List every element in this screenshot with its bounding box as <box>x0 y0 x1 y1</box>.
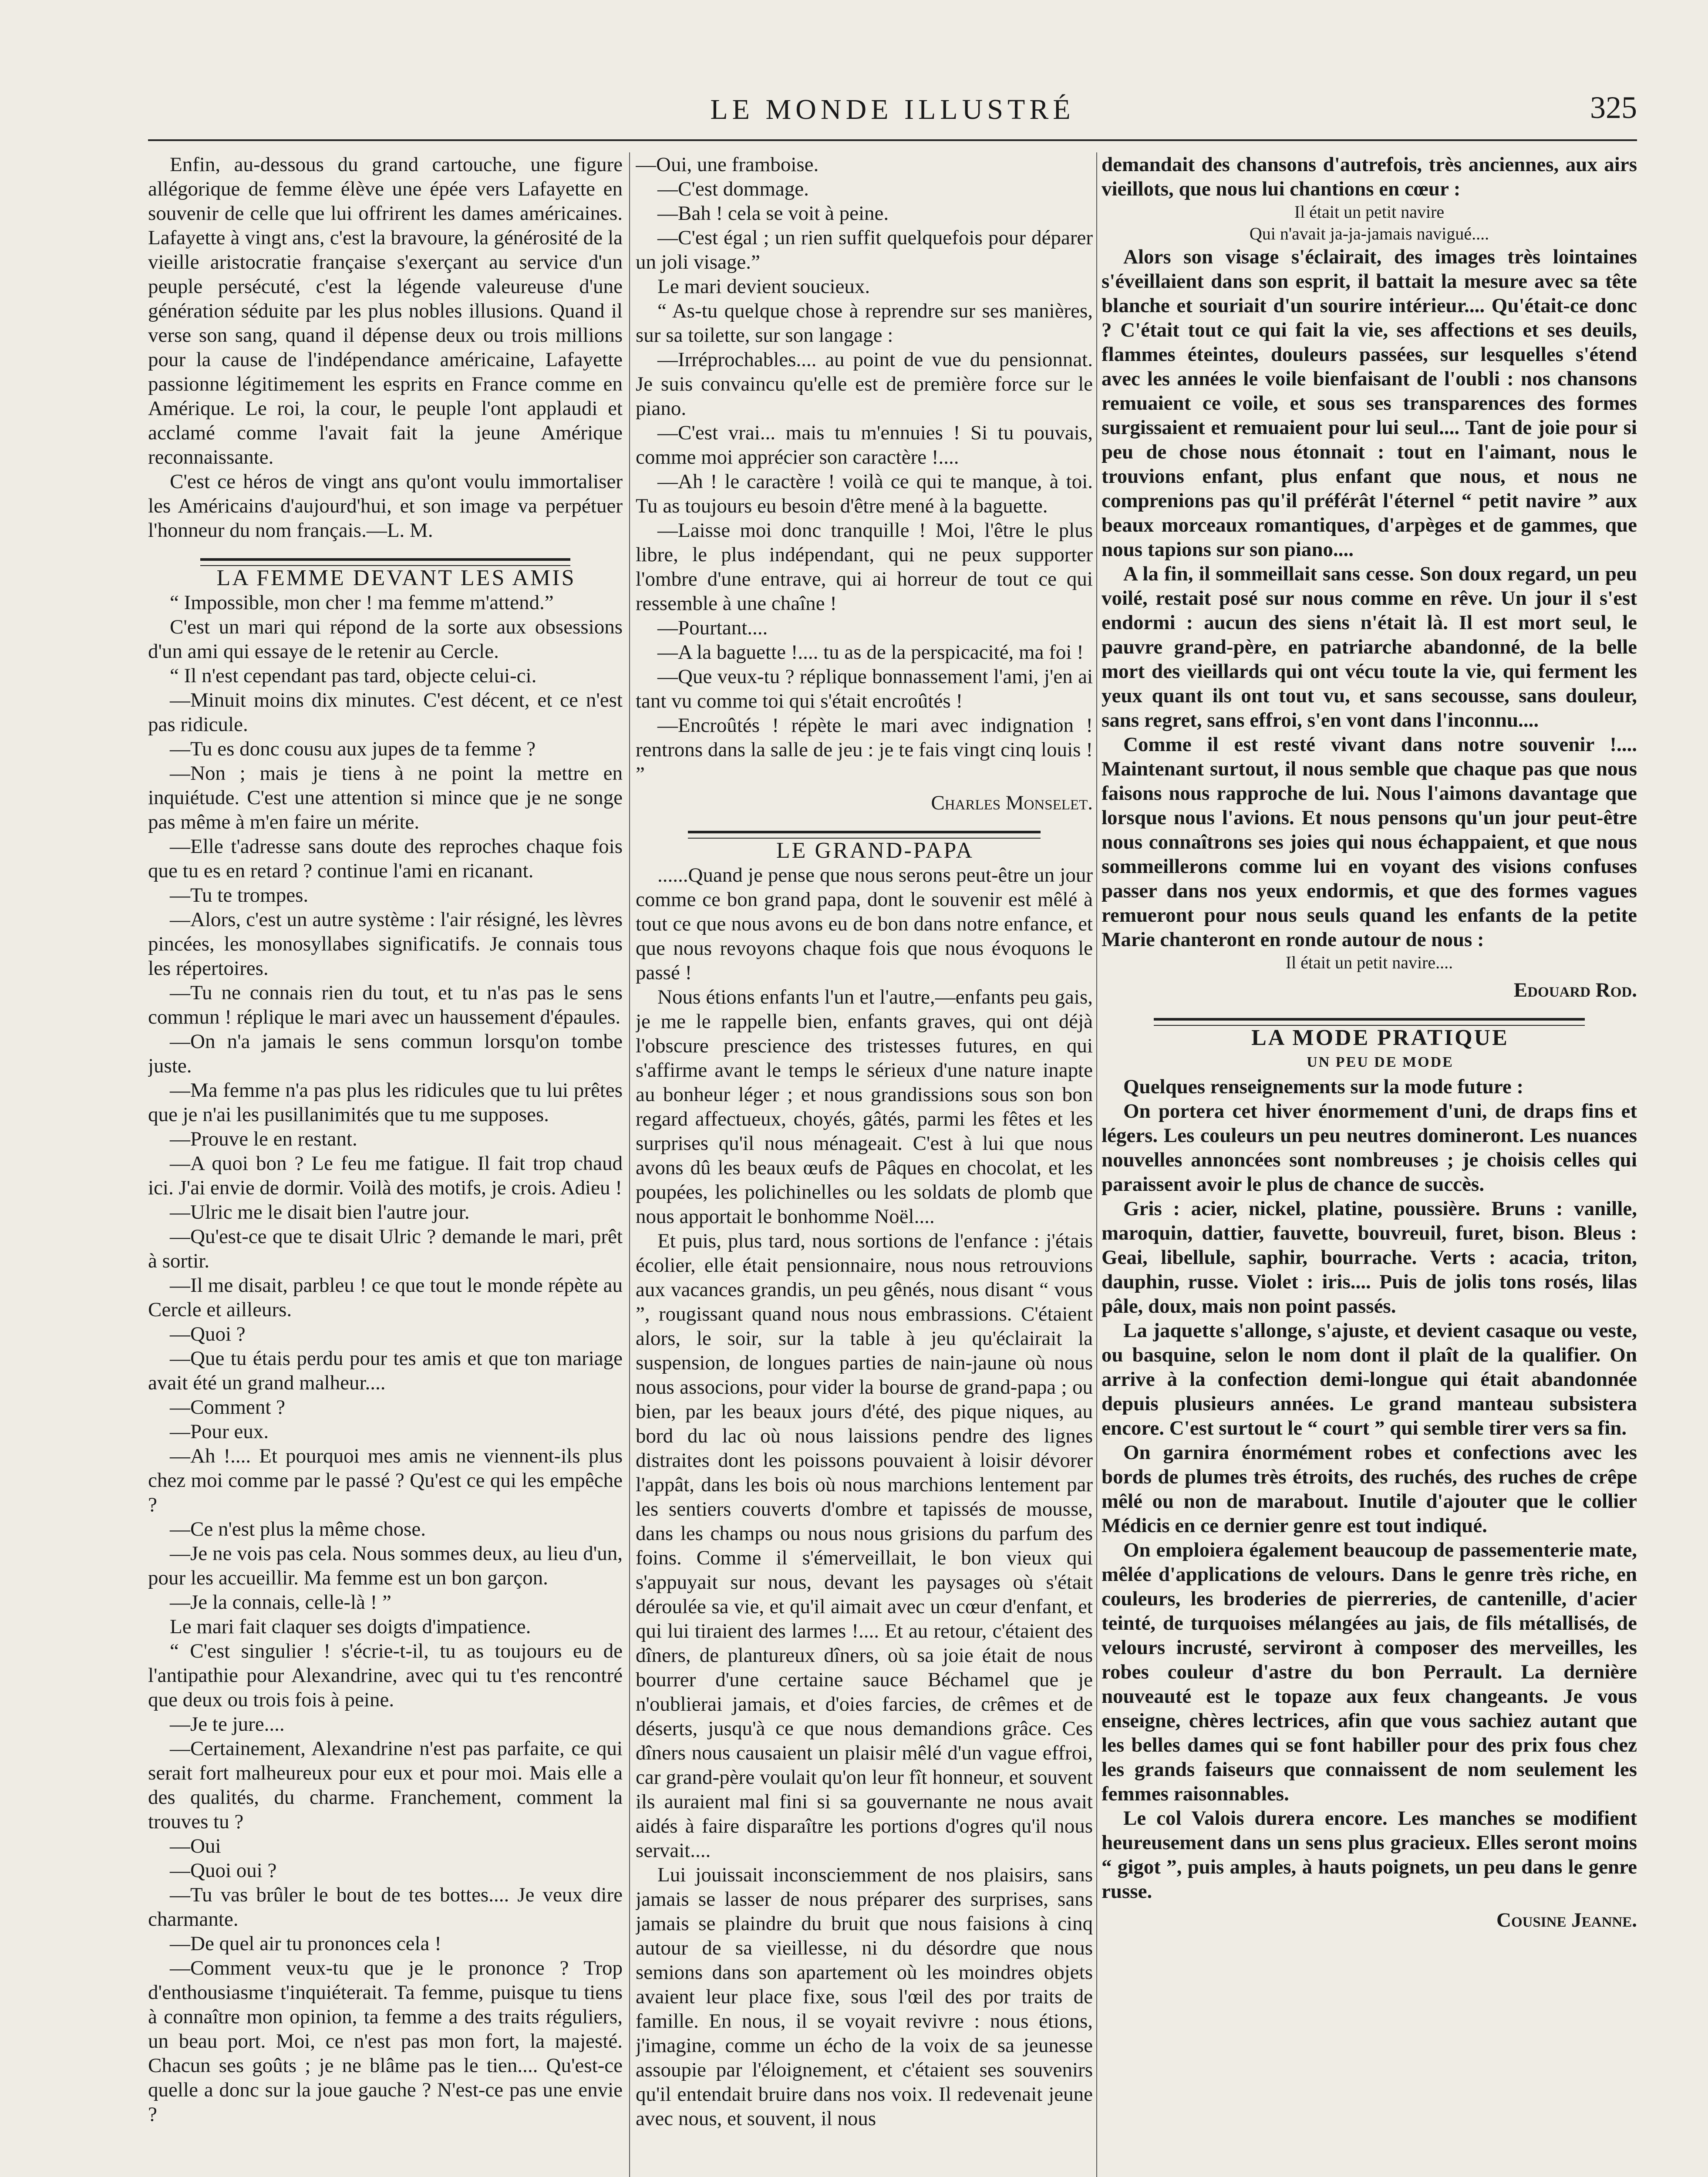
article-paragraph: A la fin, il sommeillait sans cesse. Son doux regard, un peu voilé, restait posé sur nous comme en rêve. Un jour il s'est endormi : aucun des siens n'était là. Il est mort seul, le pauvre grand-père, en patriarche abandonné, de la belle mort des vieillards qui ont vécu toute la vie, qui ferment les yeux quant ils ont tout vu, et sans secousse, sans douleur, sans regret, sans effroi, s'en vont dans l'inconnu.... <box>1102 563 1637 731</box>
article-paragraph: —Que tu étais perdu pour tes amis et que ton mariage avait été un grand malheur.... <box>148 1347 623 1394</box>
article-paragraph: —Oui <box>170 1835 221 1857</box>
article-paragraph: —Non ; mais je tiens à ne point la mettre en inquiétude. C'est une attention si mince que je ne songe pas même à m'en faire un mérite. <box>148 762 623 833</box>
article-paragraph: Le col Valois durera encore. Les manches se modifient heureusement dans un sens plus gracieux. Elles seront moins “ gigot ”, puis amples, à hauts poignets, un peu dans le genre russe. <box>1102 1807 1637 1903</box>
article-paragraph: Nous étions enfants l'un et l'autre,—enfants peu gais, je me le rappelle bien, enfants graves, qui ont déjà l'obscure prescience des tristesses futures, en qui s'affirme avant le temps le sérieux d'une nature inapte au bonheur léger ; et nous grandissions sous son bon regard affectueux, choyés, gâtés, parmi les fêtes et les surprises qu'il nous ménageait. C'est à lui que nous avons dû les beaux œufs de Pâques en chocolat, et les poupées, les polichinelles ou les soldats de plomb que nous apportait le bonhomme Noël.... <box>636 986 1093 1228</box>
header-rule <box>148 139 1637 141</box>
column-rule <box>1096 152 1097 2177</box>
article-paragraph: —Quoi ? <box>170 1323 246 1345</box>
article-paragraph: Quelques renseignements sur la mode future : <box>1123 1075 1524 1098</box>
article-paragraph: C'est ce héros de vingt ans qu'ont voulu immortaliser les Américains d'aujourd'hui, et son image va perpétuer l'honneur du nom français.—L. M. <box>148 470 623 542</box>
author-signature: Cousine Jeanne. <box>1496 1909 1637 1931</box>
article-paragraph: Enfin, au-dessous du grand cartouche, une figure allégorique de femme élève une épée vers Lafayette en souvenir de celle que lui offrirent les dames américaines. Lafayette à vingt ans, c'est la bravoure, la générosité de la vieille aristocratie française s'exerçant au service d'un peuple persécuté, c'est la légende valeureuse d'une génération séduite par les plus nobles illusions. Quand il verse son sang, quand il dépense deux ou trois millions pour la cause de l'indépendance américaine, Lafayette passionne légitimement les esprits en France comme en Amérique. Le roi, la cour, le peuple l'ont applaudi et acclamé comme l'avait fait la jeune Amérique reconnaissante. <box>148 153 623 468</box>
article-paragraph: —Irréprochables.... au point de vue du pensionnat. Je suis convaincu qu'elle est de première force sur le piano. <box>636 348 1093 420</box>
article-paragraph: Le mari devient soucieux. <box>657 275 870 298</box>
article-paragraph: —Tu es donc cousu aux jupes de ta femme ? <box>170 738 536 760</box>
article-paragraph: “ As-tu quelque chose à reprendre sur ses manières, sur sa toilette, sur son langage : <box>636 300 1093 347</box>
article-paragraph: —De quel air tu prononces cela ! <box>170 1932 441 1955</box>
article-paragraph: Alors son visage s'éclairait, des images très lointaines s'éveillaient dans son esprit, il battait la mesure avec sa tête blanche et souriait d'un sourire intérieur.... Qu'était-ce donc ? C'était tout ce qui fait la vie, ses affections et ses deuils, flammes éteintes, douleurs passées, sur lesquelles s'étend avec les années le voile bienfaisant de l'oubli : nos chansons remuaient ce voile, et sous ses transparences des formes surgissaient et remuaient pour lui seul.... Tant de joie pour si peu de chose nous étonnait : tout en l'aimant, nous le trouvions enfant, plus enfant que nous, et nous ne comprenions pas qu'il préférât l'éternel “ petit navire ” aux beaux morceaux romantiques, d'arpèges et de gammes, que nous tapions sur son piano.... <box>1102 246 1637 561</box>
article-paragraph: —C'est vrai... mais tu m'ennuies ! Si tu pouvais, comme moi apprécier son caractère !.... <box>636 421 1093 468</box>
section-divider <box>1154 1018 1585 1026</box>
article-paragraph: —Tu vas brûler le bout de tes bottes.... Je veux dire charmante. <box>148 1884 623 1931</box>
article-paragraph: —Encroûtés ! répète le mari avec indignation ! rentrons dans la salle de jeu : je te fais vingt cinq louis ! ” <box>636 714 1093 785</box>
article-paragraph: —Tu te trompes. <box>170 884 309 907</box>
article-paragraph: —Prouve le en restant. <box>170 1128 357 1150</box>
article-paragraph: —Je la connais, celle-là ! ” <box>170 1591 391 1614</box>
article-paragraph: —Qu'est-ce que te disait Ulric ? demande le mari, prêt à sortir. <box>148 1225 623 1272</box>
article-paragraph: Lui jouissait inconsciemment de nos plaisirs, sans jamais se lasser de nous préparer des surprises, sans jamais se plaindre du bruit que nous faisions à cinq autour de sa vieillesse, ni du désordre que nous semions dans son apartement où les moindres objets avaient leur place fixe, sous l'œil des por traits de famille. En nous, il se voyait revivre : nous étions, j'imagine, comme un écho de la voix de sa jeunesse assoupie par l'éloignement, et c'étaient ses souvenirs qu'il entendait bruire dans nos voix. Il redevenait jeune avec nous, et souvent, il nous <box>636 1864 1093 2130</box>
article-paragraph: —C'est égal ; un rien suffit quelquefois pour déparer un joli visage.” <box>636 226 1093 273</box>
article-paragraph: —Laisse moi donc tranquille ! Moi, l'être le plus libre, le plus indépendant, qui ne peux supporter l'ombre d'une entrave, qui ai horreur de tout ce qui ressemble à une chaîne ! <box>636 519 1093 615</box>
section-divider <box>688 831 1041 839</box>
column-3 <box>1102 152 1637 2177</box>
article-paragraph: —Ce n'est plus la même chose. <box>170 1518 426 1540</box>
article-paragraph: On garnira énormément robes et confections avec les bords de plumes très étroits, des ruchés, des ruches de crêpe mêlé ou non de marabout. Inutile d'ajouter que le collier Médicis en ce dernier genre est tout indiqué. <box>1102 1441 1637 1537</box>
article-paragraph: —Je ne vois pas cela. Nous sommes deux, au lieu d'un, pour les accueillir. Ma femme est un bon garçon. <box>148 1542 623 1589</box>
article-body <box>148 590 623 2126</box>
article-paragraph: Comme il est resté vivant dans notre souvenir !.... Maintenant surtout, il nous semble que chaque pas que nous faisons nous rapproche de lui. Nous l'aimons davantage que lorsque nous l'avions. Et nous pensons qu'un jour peut-être nous connaîtrons ses joies qui nous échappaient, et que nous sommeillerons comme lui en voyant des visions confuses passer dans nos yeux endormis, et que des formes vagues remueront pour nous seuls quand les enfants de la petite Marie chanteront en ronde autour de nous : <box>1102 733 1637 951</box>
article-paragraph: “ Il n'est cependant pas tard, objecte celui-ci. <box>170 664 537 687</box>
article-paragraph: —Que veux-tu ? réplique bonnassement l'ami, j'en ai tant vu comme toi qui s'était encroûtés ! <box>636 665 1093 712</box>
column-rule <box>629 152 630 2177</box>
article-paragraph: —A la baguette !.... tu as de la perspicacité, ma foi ! <box>657 641 1084 664</box>
article-paragraph: —Bah ! cela se voit à peine. <box>657 202 889 225</box>
article-paragraph: —Ah !.... Et pourquoi mes amis ne viennent-ils plus chez moi comme par le passé ? Qu'est ce qui les empêche ? <box>148 1445 623 1516</box>
article-paragraph: demandait des chansons d'autrefois, très anciennes, aux airs vieillots, que nous lui chantions en cœur : <box>1102 153 1637 200</box>
page-header <box>148 85 1637 129</box>
author-signature: Edouard Rod. <box>1513 979 1637 1001</box>
article-paragraph: C'est un mari qui répond de la sorte aux obsessions d'un ami qui essaye de le retenir au Cercle. <box>148 616 623 663</box>
article-paragraph: —Il me disait, parbleu ! ce que tout le monde répète au Cercle et ailleurs. <box>148 1274 623 1321</box>
article-paragraph: —C'est dommage. <box>657 178 809 200</box>
article-paragraph: On portera cet hiver énormement d'uni, de draps fins et légers. Les couleurs un peu neutres domineront. Les nuances nouvelles annoncées sont nombreuses ; je choisis celles qui paraissent avoir le plus de chance de succès. <box>1102 1100 1637 1196</box>
article-paragraph: “ Impossible, mon cher ! ma femme m'attend.” <box>170 591 554 614</box>
article-paragraph: —Oui, une framboise. <box>636 153 819 176</box>
article-paragraph: “ C'est singulier ! s'écrie-t-il, tu as toujours eu de l'antipathie pour Alexandrine, avec qui tu t'es rencontré que deux ou trois fois à peine. <box>148 1640 623 1711</box>
article-paragraph: —Quoi oui ? <box>170 1859 277 1882</box>
author-signature: Charles Monselet. <box>931 792 1093 814</box>
article-paragraph: —On n'a jamais le sens commun lorsqu'on tombe juste. <box>148 1030 623 1077</box>
article-paragraph: —Tu ne connais rien du tout, et tu n'as pas le sens commun ! réplique le mari avec un haussement d'épaules. <box>148 981 623 1028</box>
article-paragraph: —A quoi bon ? Le feu me fatigue. Il fait trop chaud ici. J'ai envie de dormir. Voilà des motifs, je crois. Adieu ! <box>148 1152 623 1199</box>
article-heading: LA FEMME DEVANT LES AMIS <box>216 566 576 590</box>
column-2 <box>636 152 1093 2177</box>
running-title: LE MONDE ILLUSTRÉ <box>710 94 1075 125</box>
section-divider <box>200 558 570 566</box>
article-subheading: UN PEU DE MODE <box>1307 1054 1454 1070</box>
article-paragraph: ......Quand je pense que nous serons peut-être un jour comme ce bon grand papa, dont le souvenir est mêlé à tout ce que nous avons eu de bon dans notre enfance, et que nous revoyons chaque fois que nous évoquons le passé ! <box>636 864 1093 984</box>
page-number: 325 <box>1590 90 1637 125</box>
article-paragraph: On emploiera également beaucoup de passementerie mate, mêlée d'applications de velours. Dans le genre très riche, en couleurs, les broderies de pierreries, de cantenille, d'acier teinté, de turquoises mélangées au jais, de fils métallisés, de velours incrusté, serviront à composer des merveilles, les robes couleur d'astre du bon Perrault. La dernière nouveauté est le topaze aux feux changeants. Je vous enseigne, chères lectrices, afin que vous sachiez autant que les belles dames qui se font habiller pour des prix fous chez les grands faiseurs que connaissent de nom seulement les femmes raisonnables. <box>1102 1539 1637 1805</box>
column-1 <box>148 152 623 2177</box>
article-paragraph: —Ma femme n'a pas plus les ridicules que tu lui prêtes que je n'ai les pusillanimités que tu me supposes. <box>148 1079 623 1126</box>
article-paragraph: —Pour eux. <box>170 1420 269 1443</box>
song-verse: Il était un petit navire <box>1294 202 1445 222</box>
article-paragraph: —Certainement, Alexandrine n'est pas parfaite, ce qui serait fort malheureux pour eux et pour moi. Mais elle a des qualités, du charme. Franchement, comment la trouves tu ? <box>148 1737 623 1833</box>
article-paragraph: —Minuit moins dix minutes. C'est décent, et ce n'est pas ridicule. <box>148 689 623 736</box>
article-paragraph: —Pourtant.... <box>657 617 768 639</box>
song-verse: Il était un petit navire.... <box>1285 953 1453 972</box>
article-heading: LA MODE PRATIQUE <box>1251 1025 1509 1050</box>
article-paragraph: Et puis, plus tard, nous sortions de l'enfance : j'étais écolier, elle était pensionnaire, nous nous retrouvions aux vacances grandis, un peu gênés, nous disant “ vous ”, rougissant quand nous nous embrassions. C'étaient alors, le soir, sur la table à jeu qu'éclairait la suspension, de longues parties de nain-jaune où nous nous associons, pour vider la bourse de grand-papa ; ou bien, par les beaux jours d'été, des pique niques, au bord du lac où nous laissions pendre des lignes distraites dont les poissons pouvaient à loisir dévorer l'appât, dans les bois où nous marchions lentement par les sentiers couverts d'ombre et tapissés de mousse, dans les champs ou nous nous grisions du parfum des foins. Comme il s'émerveillait, le bon vieux qui s'appuyait sur nous, devant les paysages où s'était déroulée sa vie, et qu'il aimait avec un cœur d'enfant, et qui lui tiraient des larmes !.... Et au retour, c'étaient des dîners, de plantureux dîners, où sa joie était de nous bourrer d'une certaine sauce Béchamel que je n'oublierai jamais, et d'oies farcies, de crêmes et de déserts, jusqu'à ce que nous demandions grâce. Ces dîners nous causaient un plaisir mêlé d'un vague effroi, car grand-père voulait qu'on leur fît honneur, et souvent ils auraient mal fini si sa gouvernante ne nous avait aidés à faire disparaître les portions d'ogres qu'il nous servait.... <box>636 1230 1093 1862</box>
article-paragraph: Gris : acier, nickel, platine, poussière. Bruns : vanille, maroquin, dattier, fauvette, bouvreuil, furet, bison. Bleus : Geai, libellule, saphir, bourrache. Verts : acacia, triton, dauphin, russe. Violet : iris.... Puis de jolis tons rosés, lilas pâle, doux, mais non point passés. <box>1102 1197 1637 1318</box>
article-heading: LE GRAND-PAPA <box>776 838 974 863</box>
article-paragraph: —Elle t'adresse sans doute des reproches chaque fois que tu es en retard ? continue l'ami en ricanant. <box>148 835 623 882</box>
article-paragraph: —Ulric me le disait bien l'autre jour. <box>170 1201 470 1223</box>
article-paragraph: —Comment veux-tu que je le prononce ? Trop d'enthousiasme t'inquiéterait. Ta femme, puisque tu tiens à connaître mon opinion, ta femme a des traits réguliers, un beau port. Moi, ce n'est pas mon fort, la majesté. Chacun ses goûts ; je ne blâme pas le tien.... Qu'est-ce quelle a donc sur la joue gauche ? N'est-ce pas une envie ? <box>148 1957 623 2126</box>
article-paragraph: —Comment ? <box>170 1396 285 1419</box>
article-paragraph: Le mari fait claquer ses doigts d'impatience. <box>170 1615 531 1638</box>
song-verse: Qui n'avait ja-ja-jamais navigué.... <box>1249 224 1489 243</box>
article-paragraph: —Alors, c'est un autre système : l'air résigné, les lèvres pincées, les monosyllabes significatifs. Je connais tous les répertoires. <box>148 908 623 980</box>
article-paragraph: —Je te jure.... <box>170 1713 285 1736</box>
article-paragraph: La jaquette s'allonge, s'ajuste, et devient casaque ou veste, ou basquine, selon le nom dont il plaît de la qualifier. On arrive à la confection demi-longue qui était abandonnée depuis plusieurs années. Le grand manteau subsistera encore. C'est surtout le “ court ” qui semble tirer vers sa fin. <box>1102 1319 1637 1439</box>
article-paragraph: —Ah ! le caractère ! voilà ce qui te manque, à toi. Tu as toujours eu besoin d'être mené à la baguette. <box>636 470 1093 517</box>
